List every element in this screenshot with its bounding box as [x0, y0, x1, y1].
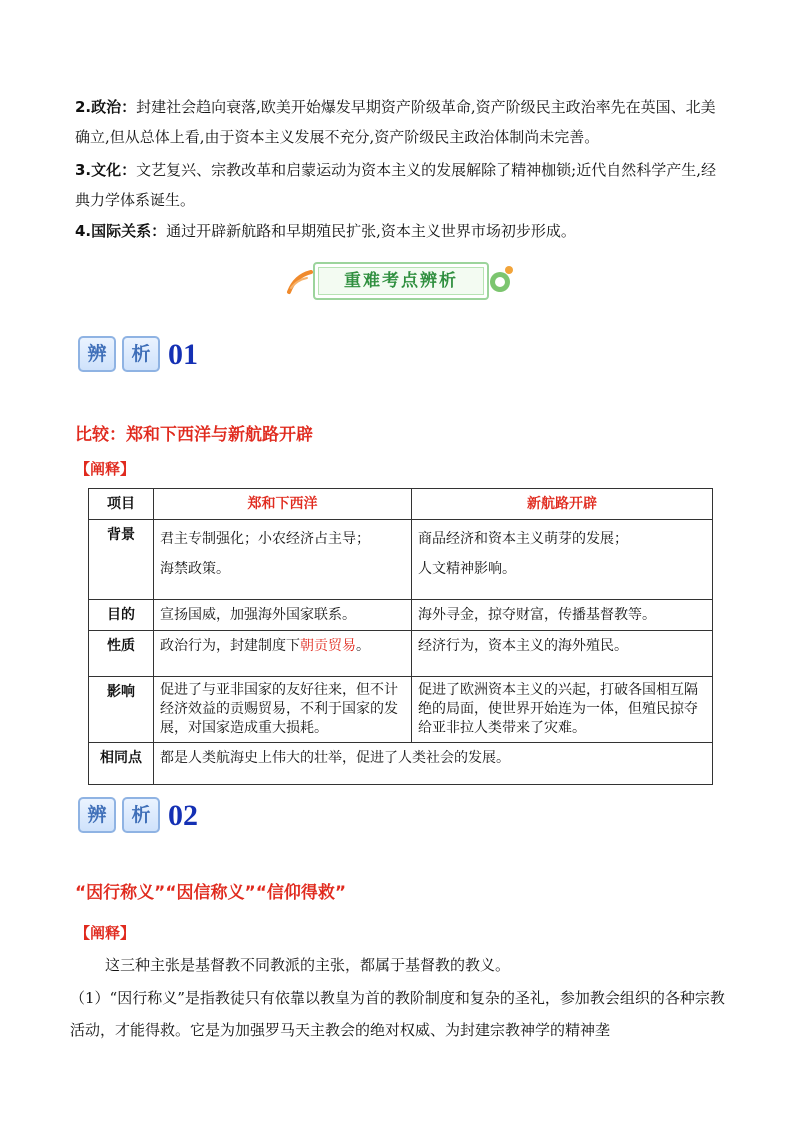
tag-chip-bian: 辨 [78, 336, 116, 372]
tag-chip-xi: 析 [122, 336, 160, 372]
cell-line: 商品经济和资本主义萌芽的发展； [418, 531, 628, 547]
section2-title: “因行称义”“因信称义”“信仰得救” [75, 883, 347, 903]
table-cell: 促进了与亚非国家的友好往来，但不计经济效益的贡赐贸易，不利于国家的发展，对国家造成重大损耗。 [154, 677, 412, 743]
header-new-route: 新航路开辟 [412, 489, 713, 520]
cell-line: 海禁政策。 [160, 561, 230, 577]
table-cell: 海外寻金，掠夺财富，传播基督教等。 [412, 600, 713, 631]
section2-para2: （1）“因行称义”是指教徒只有依靠以教皇为首的教阶制度和复杂的圣礼，参加教会组织的各种宗教活动，才能得救。它是为加强罗马天主教会的绝对权威、为封建宗教神学的精神垄 [70, 989, 725, 1039]
intro-politics-label: 2.政治： [75, 98, 137, 116]
header-item: 项目 [89, 489, 154, 520]
table-cell: 宣扬国威，加强海外国家联系。 [154, 600, 412, 631]
intro-relations [75, 216, 725, 246]
tag-chip-bian: 辨 [78, 797, 116, 833]
intro-culture-text: 文艺复兴、宗教改革和启蒙运动为资本主义的发展解除了精神枷锁;近代自然科学产生,经典力学体系诞生。 [75, 161, 716, 209]
brush-stroke-icon [285, 258, 315, 302]
table-row [89, 631, 713, 677]
row-label: 背景 [89, 520, 154, 600]
intro-relations-label: 4.国际关系： [75, 222, 167, 240]
cell-line: 君主专制强化；小农经济占主导； [160, 531, 370, 547]
row-label: 性质 [89, 631, 154, 677]
section1-title: 比较：郑和下西洋与新航路开辟 [75, 425, 313, 445]
intro-relations-text: 通过开辟新航路和早期殖民扩张,资本主义世界市场初步形成。 [166, 222, 576, 240]
table-row [89, 677, 713, 743]
header-zhenghe: 郑和下西洋 [154, 489, 412, 520]
table-header-row [89, 489, 713, 520]
table-row [89, 520, 713, 600]
analysis-tag-01 [78, 336, 198, 372]
tag-chip-xi: 析 [122, 797, 160, 833]
key-points-banner [285, 258, 515, 302]
table-row [89, 600, 713, 631]
analysis-tag-02 [78, 797, 198, 833]
cell-text: 政治行为，封建制度下 [160, 638, 300, 654]
section1-explain-label: 【阐释】 [75, 460, 136, 478]
table-cell [154, 520, 412, 600]
table-cell [154, 631, 412, 677]
intro-culture [75, 155, 725, 215]
intro-politics [75, 92, 725, 152]
row-label: 目的 [89, 600, 154, 631]
intro-politics-text: 封建社会趋向衰落,欧美开始爆发早期资产阶级革命,资产阶级民主政治率先在英国、北美确立,但从总体上看,由于资本主义发展不充分,资产阶级民主政治体制尚未完善。 [75, 98, 716, 146]
tag-number: 02 [168, 799, 198, 832]
table-cell-merged: 都是人类航海史上伟大的壮举，促进了人类社会的发展。 [154, 743, 713, 785]
cell-text: 。 [356, 638, 370, 654]
banner-title: 重难考点辨析 [313, 262, 489, 300]
section2-para1: 这三种主张是基督教不同教派的主张，都属于基督教的教义。 [105, 956, 511, 974]
section2-explain-label: 【阐释】 [75, 924, 136, 942]
row-label: 影响 [89, 677, 154, 743]
intro-culture-label: 3.文化： [75, 161, 137, 179]
table-cell: 促进了欧洲资本主义的兴起，打破各国相互隔绝的局面，使世界开始连为一体，但殖民掠夺给亚非拉人类带来了灾难。 [412, 677, 713, 743]
row-label: 相同点 [89, 743, 154, 785]
table-row [89, 743, 713, 785]
table-cell: 经济行为，资本主义的海外殖民。 [412, 631, 713, 677]
table-cell [412, 520, 713, 600]
tag-number: 01 [168, 338, 198, 371]
tribute-trade-highlight: 朝贡贸易 [300, 638, 356, 654]
comparison-table [88, 488, 713, 785]
cell-line: 人文精神影响。 [418, 561, 516, 577]
leaf-circle-icon [487, 258, 515, 302]
